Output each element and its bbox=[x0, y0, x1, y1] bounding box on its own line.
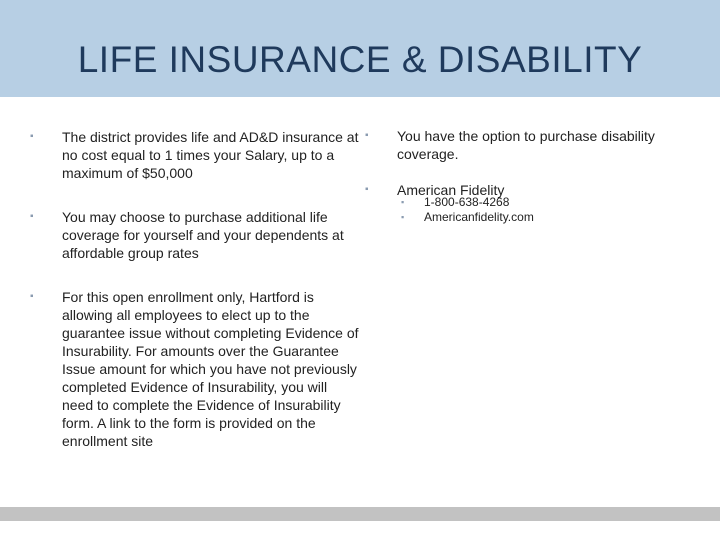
sub-bullet-marker-icon: ▪ bbox=[401, 212, 405, 222]
list-item bbox=[30, 288, 360, 450]
bullet-marker-icon: ▪ bbox=[30, 131, 34, 142]
bottom-bar bbox=[0, 507, 720, 521]
sub-list-item bbox=[401, 195, 534, 210]
list-item bbox=[30, 128, 360, 182]
slide-title: LIFE INSURANCE & DISABILITY bbox=[77, 39, 643, 80]
sub-list-item bbox=[401, 210, 534, 225]
bullet-text: You may choose to purchase additional life coverage for yourself and your dependents at affordable group rates bbox=[62, 209, 344, 261]
bullet-text: For this open enrollment only, Hartford is allowing all employees to elect up to the guarantee issue without completing Evidence of Insurability. For amounts over the Guarantee Issue amount for which you have not previously completed Evidence of Insurability, you will need to complete the Evidence of Insurability form. A link to the form is provided on the enrollment site bbox=[62, 289, 359, 449]
bullet-text: You have the option to purchase disability coverage. bbox=[397, 128, 655, 162]
sub-bullet-list bbox=[401, 195, 534, 225]
website-text: Americanfidelity.com bbox=[424, 210, 534, 224]
list-item bbox=[365, 127, 695, 163]
bullet-marker-icon: ▪ bbox=[30, 211, 34, 222]
bullet-text: The district provides life and AD&D insurance at no cost equal to 1 times your Salary, up to a maximum of $50,000 bbox=[62, 129, 359, 181]
bullet-marker-icon: ▪ bbox=[30, 291, 34, 302]
bullet-marker-icon: ▪ bbox=[365, 130, 369, 141]
bullet-marker-icon: ▪ bbox=[365, 184, 369, 195]
list-item bbox=[30, 208, 360, 262]
left-bullet-list bbox=[30, 128, 360, 450]
sub-bullet-marker-icon: ▪ bbox=[401, 197, 405, 207]
bullet-text: American Fidelity bbox=[397, 182, 505, 198]
phone-number: 1-800-638-4268 bbox=[424, 195, 510, 209]
right-bullet-list bbox=[365, 127, 695, 224]
